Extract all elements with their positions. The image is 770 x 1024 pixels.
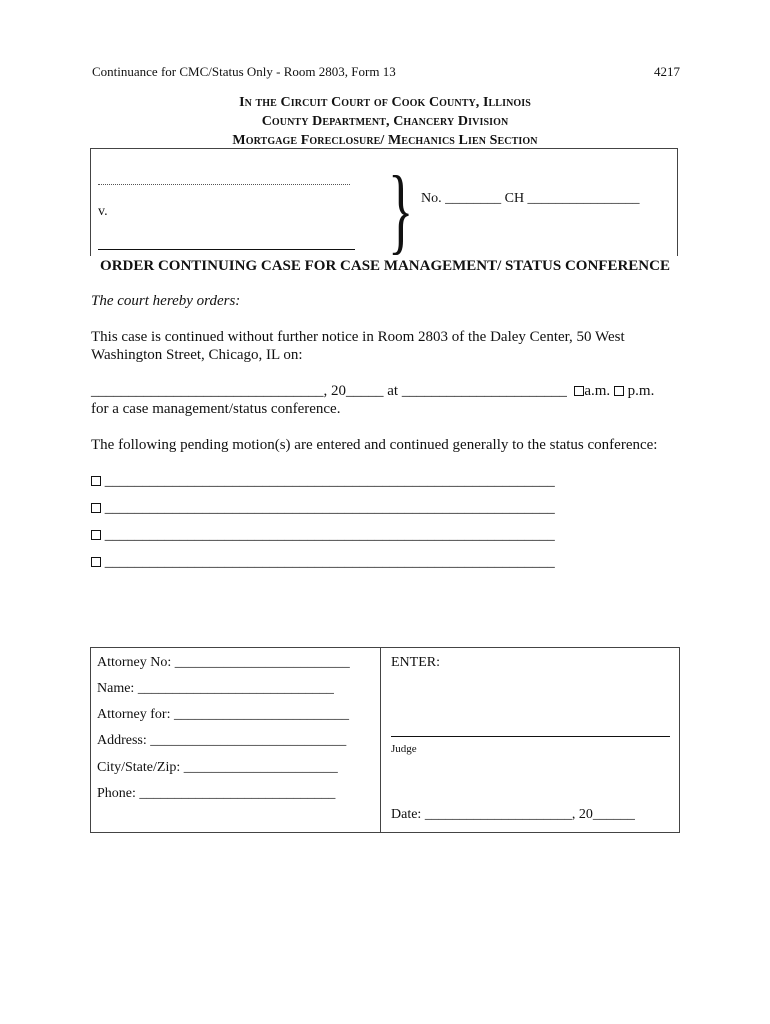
case-number-field[interactable]: No. ________ CH ________________ [421,191,640,206]
form-title: Continuance for CMC/Status Only - Room 2803, Form 13 [92,64,396,79]
enter-date-field[interactable]: Date: _____________________, 20______ [391,807,635,822]
court-department: County Department, Chancery Division [261,114,509,129]
conference-text: for a case management/status conference. [91,401,341,417]
attorney-for-field[interactable]: Attorney for: _________________________ [97,707,349,722]
motions-intro: The following pending motion(s) are entered and continued generally to the status conference: [91,437,658,453]
motion-row[interactable] [91,473,555,490]
versus-label: v. [98,204,108,219]
enter-label: ENTER: [391,655,440,670]
caption-brace: } [388,156,414,263]
judge-label: Judge [391,743,417,755]
order-title: ORDER CONTINUING CASE FOR CASE MANAGEMENT/ STATUS CONFERENCE [100,258,670,274]
motion-row[interactable] [91,500,555,517]
date-time-field[interactable] [91,383,654,400]
motion-row[interactable] [91,527,555,544]
court-name: In the Circuit Court of Cook County, Illinois [239,95,531,110]
motion-checkbox[interactable] [91,476,101,486]
continuance-text-2: Washington Street, Chicago, IL on: [91,347,303,363]
motion-blank[interactable]: ____________________________________________________________ [104,554,555,570]
pm-checkbox[interactable] [614,386,624,396]
continuance-text-1: This case is continued without further notice in Room 2803 of the Daley Center, 50 West [91,329,625,345]
am-label: a.m. [584,383,611,399]
phone-field[interactable]: Phone: ____________________________ [97,786,336,801]
pm-label: p.m. [627,383,655,399]
court-section: Mortgage Foreclosure/ Mechanics Lien Section [232,133,538,148]
date-time-blanks[interactable]: _______________________________, 20_____ at ______________________ [91,383,567,399]
signature-box-divider [380,647,381,833]
motion-checkbox[interactable] [91,503,101,513]
address-field[interactable]: Address: ____________________________ [97,733,347,748]
city-state-zip-field[interactable]: City/State/Zip: ______________________ [97,760,338,775]
motion-blank[interactable]: ____________________________________________________________ [104,500,555,516]
am-checkbox[interactable] [574,386,584,396]
attorney-name-field[interactable]: Name: ____________________________ [97,681,334,696]
attorney-number-field[interactable]: Attorney No: _________________________ [97,655,350,670]
motion-blank[interactable]: ____________________________________________________________ [104,473,555,489]
motion-blank[interactable]: ____________________________________________________________ [104,527,555,543]
motion-checkbox[interactable] [91,530,101,540]
motion-checkbox[interactable] [91,557,101,567]
order-intro: The court hereby orders: [91,293,241,309]
form-number: 4217 [654,64,680,79]
motion-row[interactable] [91,554,555,571]
judge-signature-line[interactable] [391,736,670,737]
plaintiff-line[interactable] [98,184,350,185]
defendant-line[interactable] [98,249,355,250]
